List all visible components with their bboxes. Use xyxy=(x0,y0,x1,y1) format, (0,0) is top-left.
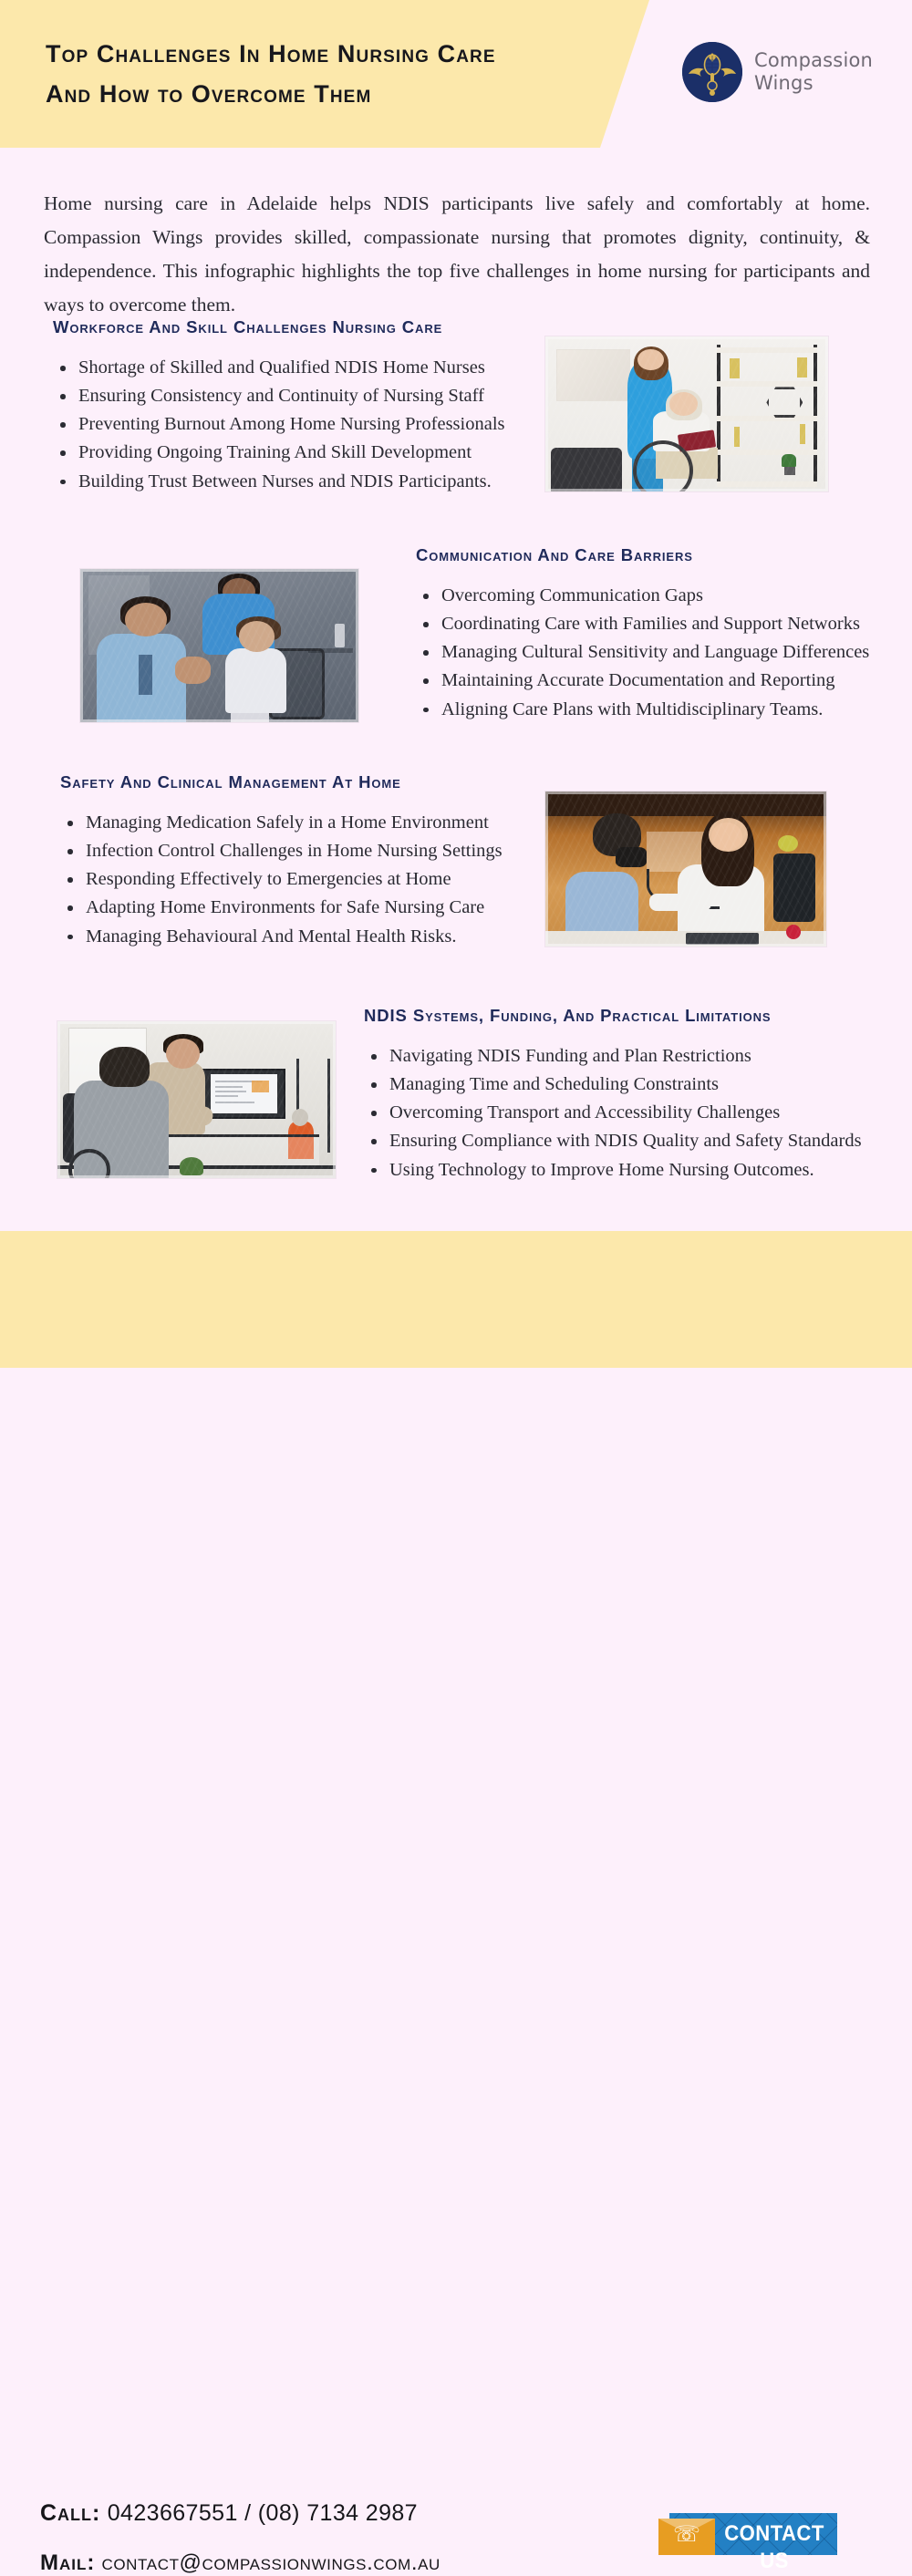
brand-logo xyxy=(682,42,873,102)
footer-call-line xyxy=(40,2500,418,2527)
list-item: Managing Medication Safely in a Home Environment xyxy=(60,809,534,837)
list-item: Ensuring Consistency and Continuity of Nursing Staff xyxy=(53,382,545,410)
list-item: Managing Time and Scheduling Constraints xyxy=(364,1071,875,1099)
page-header xyxy=(0,0,912,148)
section-workforce xyxy=(53,317,545,496)
contact-us-button-label: CONTACT US xyxy=(724,2521,824,2573)
section-bullet-list xyxy=(60,809,534,951)
photo-doctor-stethoscope-patient xyxy=(545,791,826,947)
list-item: Adapting Home Environments for Safe Nursing Care xyxy=(60,894,534,922)
list-item: Preventing Burnout Among Home Nursing Professionals xyxy=(53,410,545,439)
list-item: Using Technology to Improve Home Nursing Outcomes. xyxy=(364,1156,875,1185)
brand-name-line-2: Wings xyxy=(754,72,814,94)
section-bullet-list xyxy=(416,582,872,724)
brand-name xyxy=(754,49,873,95)
section-heading: NDIS Systems, Funding, And Practical Limitations xyxy=(364,1006,772,1025)
list-item: Managing Cultural Sensitivity and Language Differences xyxy=(416,638,872,667)
list-item: Building Trust Between Nurses and NDIS Participants. xyxy=(53,468,545,496)
page-title-line-1: Top Challenges In Home Nursing Care xyxy=(46,40,496,67)
page-title-line-2: And How to Overcome Them xyxy=(46,79,372,108)
list-item: Shortage of Skilled and Qualified NDIS Home Nurses xyxy=(53,354,545,382)
list-item: Ensuring Compliance with NDIS Quality and Safety Standards xyxy=(364,1127,875,1155)
footer-call-label: Call: xyxy=(40,2500,101,2526)
phone-icon: ☏ xyxy=(673,2523,701,2547)
list-item: Infection Control Challenges in Home Nursing Settings xyxy=(60,837,534,865)
list-item: Maintaining Accurate Documentation and Reporting xyxy=(416,667,872,695)
photo-office-meeting-wheelchair xyxy=(57,1021,336,1178)
list-item: Responding Effectively to Emergencies at Home xyxy=(60,865,534,894)
list-item: Overcoming Communication Gaps xyxy=(416,582,872,610)
section-heading: Communication And Care Barriers xyxy=(416,545,693,564)
section-safety-clinical xyxy=(60,772,534,951)
page-footer xyxy=(0,1231,912,2575)
list-item: Overcoming Transport and Accessibility Challenges xyxy=(364,1099,875,1127)
footer-mail-label: Mail: xyxy=(40,2550,96,2575)
section-heading: Workforce And Skill Challenges Nursing Care xyxy=(53,317,443,336)
footer-call-value[interactable]: 0423667551 / (08) 7134 2987 xyxy=(107,2500,418,2526)
section-ndis-systems xyxy=(364,1006,875,1185)
list-item: Managing Behavioural And Mental Health Risks. xyxy=(60,923,534,951)
caduceus-wings-icon xyxy=(682,42,742,102)
footer-mail-line xyxy=(40,2550,440,2576)
list-item: Providing Ongoing Training And Skill Development xyxy=(53,439,545,467)
photo-nurse-elderly-wheelchair xyxy=(545,336,828,491)
contact-us-button[interactable] xyxy=(658,2513,837,2573)
footer-mail-value[interactable]: contact@compassionwings.com.au xyxy=(101,2550,440,2575)
list-item: Aligning Care Plans with Multidisciplinary Teams. xyxy=(416,696,872,724)
section-communication xyxy=(416,545,872,724)
section-bullet-list xyxy=(364,1042,875,1185)
page-title xyxy=(46,35,611,114)
list-item: Coordinating Care with Families and Support Networks xyxy=(416,610,872,638)
list-item: Navigating NDIS Funding and Plan Restrictions xyxy=(364,1042,875,1071)
section-heading: Safety And Clinical Management At Home xyxy=(60,772,401,791)
section-bullet-list xyxy=(53,354,545,496)
intro-paragraph: Home nursing care in Adelaide helps NDIS participants live safely and comfortably at home. Compassion Wings provides skilled, compassionate nursing that promotes dignity, continuity, & independence. This infographic highlights the top five challenges in home nursing for participants and ways to overcome them. xyxy=(44,192,870,316)
photo-doctor-child-wheelchair xyxy=(80,569,358,722)
brand-name-line-1: Compassion xyxy=(754,49,874,72)
